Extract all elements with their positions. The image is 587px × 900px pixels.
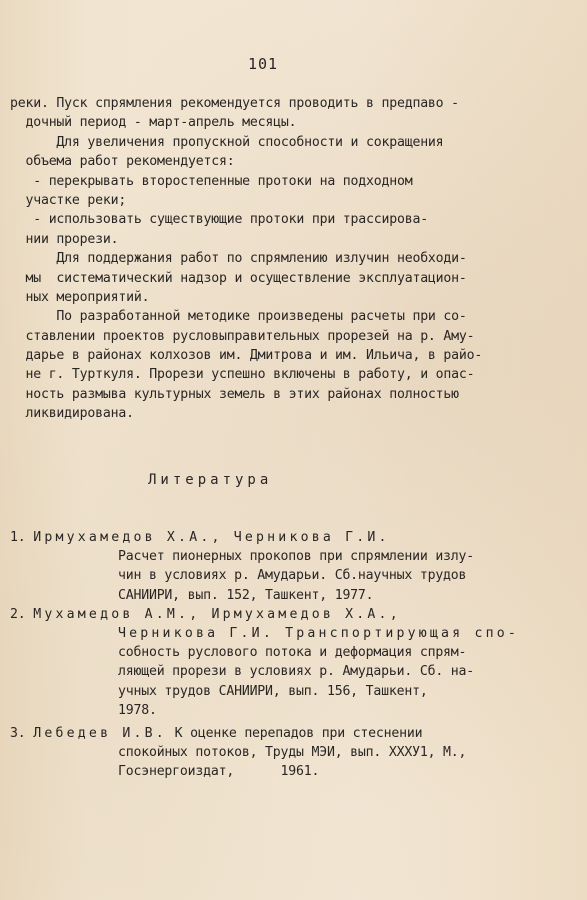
body-line: объема работ рекомендуется: (10, 154, 235, 170)
reference-3-head (10, 724, 570, 743)
reference-line: Расчет пионерных прокопов при спрямлении излу- (118, 549, 475, 565)
reference-authors: Ирмухамедов Х.А., Черникова Г.И. (33, 530, 390, 545)
reference-line: спокойных потоков, Труды МЭИ, вып. ХХХУ1, М., (118, 745, 467, 761)
reference-line: Черникова Г.И. Транспортирующая спо- (118, 625, 520, 641)
reference-2-head (10, 605, 570, 624)
body-line: дочный период - март-апрель месяцы. (10, 115, 297, 131)
reference-title-start: К оценке перепадов при стеснении (166, 725, 423, 741)
reference-line: Госэнергоиздат, 1961. (118, 764, 320, 780)
reference-line: ляющей прорези в условиях р. Амударьи. Сб. на- (118, 664, 475, 680)
reference-1-head (10, 528, 570, 547)
body-line: Для увеличения пропускной способности и сокращения (10, 134, 444, 150)
reference-line: САНИИРИ, вып. 152, Ташкент, 1977. (118, 587, 374, 603)
reference-authors: Мухамедов А.М., Ирмухамедов Х.А., (33, 606, 401, 622)
reference-list (10, 528, 570, 781)
body-line: - использовать существующие протоки при трассирова- (10, 212, 428, 228)
reference-line: собность руслового потока и деформация спрям- (118, 645, 467, 661)
body-text (10, 94, 570, 424)
reference-number: 2. (10, 606, 26, 622)
page-number: 101 (248, 55, 279, 73)
body-line: дарье в районах колхозов им. Дмитрова и им. Ильича, в райо- (10, 348, 483, 364)
literature-heading: Литература (148, 472, 273, 488)
body-line: ность размыва культурных земель в этих районах полностью (10, 386, 459, 402)
body-line: ставлении проектов русловыправительных прорезей на р. Аму- (10, 328, 475, 344)
body-line: ных мероприятий. (10, 289, 150, 305)
body-line: мы систематический надзор и осуществление эксплуатацион- (10, 270, 467, 286)
body-line: не г. Турткуля. Прорези успешно включены в работу, и опас- (10, 367, 475, 383)
body-line: участке реки; (10, 192, 127, 208)
reference-number: 1. (10, 530, 26, 545)
reference-line: чин в условиях р. Амударьи. Сб.научных трудов (118, 568, 467, 584)
body-line: нии прорези. (10, 231, 119, 247)
reference-number: 3. (10, 725, 26, 741)
body-line: ликвидирована. (10, 406, 134, 422)
body-line: - перекрывать второстепенные протоки на подходном (10, 173, 413, 189)
body-line: реки. Пуск спрямления рекомендуется проводить в предпаво - (10, 96, 459, 111)
body-line: По разработанной методике произведены расчеты при со- (10, 309, 467, 325)
reference-authors: Лебедев И.В. (33, 725, 167, 741)
body-line: Для поддержания работ по спрямлению излучин необходи- (10, 251, 467, 267)
reference-line: 1978. (118, 702, 157, 718)
reference-line: учных трудов САНИИРИ, вып. 156, Ташкент, (118, 683, 428, 699)
